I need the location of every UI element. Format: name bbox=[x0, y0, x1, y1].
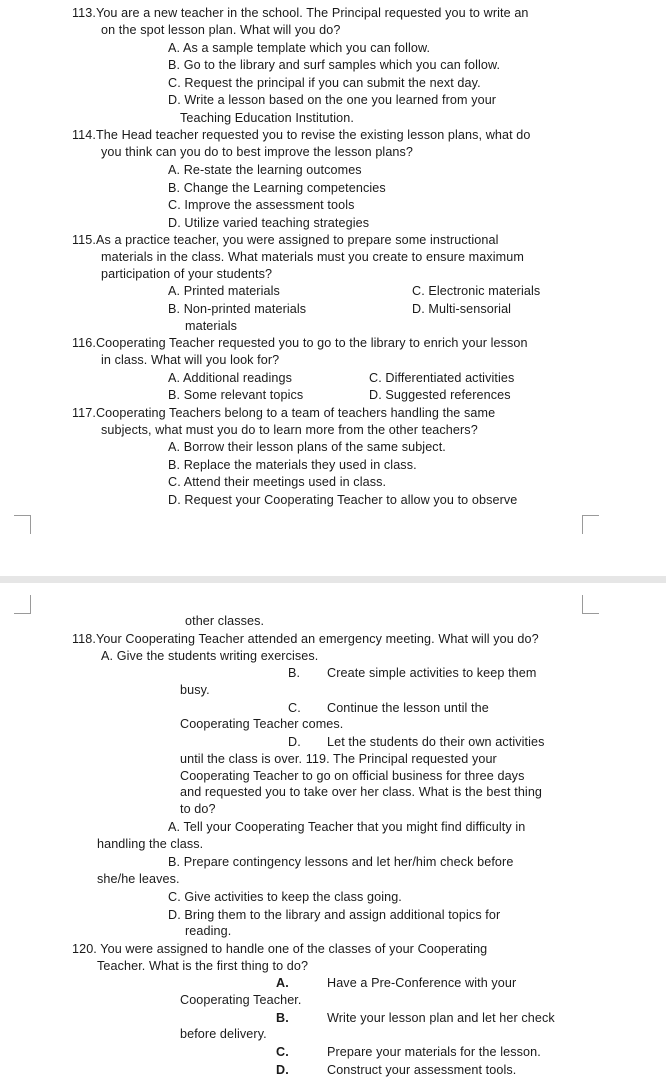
question-stem: on the spot lesson plan. What will you do? bbox=[101, 23, 341, 37]
option-b-continued: materials bbox=[185, 319, 237, 333]
option-a: A. Re-state the learning outcomes bbox=[168, 163, 362, 177]
option-a-continued: handling the class. bbox=[97, 837, 204, 851]
option-d-continued: Teaching Education Institution. bbox=[180, 111, 354, 125]
question-stem: in class. What will you look for? bbox=[101, 353, 280, 367]
option-c-continued: Cooperating Teacher comes. bbox=[180, 717, 344, 731]
option-d: D. Suggested references bbox=[369, 388, 511, 402]
option-b-continued: busy. bbox=[180, 683, 210, 697]
option-b: Create simple activities to keep them bbox=[327, 666, 537, 680]
option-d: D. Multi-sensorial bbox=[412, 302, 512, 316]
option-a: A. Give the students writing exercises. bbox=[101, 649, 319, 663]
option-a: A. Borrow their lesson plans of the same subject. bbox=[168, 440, 446, 454]
option-c-letter: C. bbox=[288, 701, 301, 715]
option-d: D. Request your Cooperating Teacher to allow you to observe bbox=[168, 493, 518, 507]
option-d-continued: until the class is over. 119. The Principal requested your bbox=[180, 752, 497, 766]
question-stem: 114.The Head teacher requested you to revise the existing lesson plans, what do bbox=[72, 128, 531, 142]
option-c: C. Attend their meetings used in class. bbox=[168, 475, 387, 489]
question-stem: 120. You were assigned to handle one of the classes of your Cooperating bbox=[72, 942, 488, 956]
option-b-letter: B. bbox=[276, 1011, 289, 1025]
option-c: C. Give activities to keep the class going. bbox=[168, 890, 402, 904]
option-b: B. Go to the library and surf samples which you can follow. bbox=[168, 58, 501, 72]
question-stem: Teacher. What is the first thing to do? bbox=[97, 959, 309, 973]
question-stem: materials in the class. What materials must you create to ensure maximum bbox=[101, 250, 524, 264]
option-a-letter: A. bbox=[276, 976, 289, 990]
crop-mark-bottom-left bbox=[14, 595, 31, 614]
option-a: A. Additional readings bbox=[168, 371, 293, 385]
option-d-continued: Cooperating Teacher to go on official business for three days bbox=[180, 769, 525, 783]
option-b: B. Replace the materials they used in class. bbox=[168, 458, 417, 472]
question-stem: 113.You are a new teacher in the school. The Principal requested you to write an bbox=[72, 6, 529, 20]
crop-mark-top-right bbox=[582, 515, 599, 534]
question-stem: 116.Cooperating Teacher requested you to go to the library to enrich your lesson bbox=[72, 336, 528, 350]
option-d: D. Bring them to the library and assign additional topics for bbox=[168, 908, 501, 922]
option-b-letter: B. bbox=[288, 666, 301, 680]
option-c: C. Request the principal if you can submit the next day. bbox=[168, 76, 481, 90]
option-d-letter: D. bbox=[276, 1063, 289, 1077]
question-stem: 115.As a practice teacher, you were assigned to prepare some instructional bbox=[72, 233, 499, 247]
option-b: B. Non-printed materials bbox=[168, 302, 307, 316]
question-stem: participation of your students? bbox=[101, 267, 273, 281]
option-a-continued: Cooperating Teacher. bbox=[180, 993, 302, 1007]
option-b: Write your lesson plan and let her check bbox=[327, 1011, 555, 1025]
option-b: B. Prepare contingency lessons and let her/him check before bbox=[168, 855, 514, 869]
question-stem: you think can you do to best improve the lesson plans? bbox=[101, 145, 414, 159]
option-b: B. Change the Learning competencies bbox=[168, 181, 386, 195]
option-b-continued: she/he leaves. bbox=[97, 872, 180, 886]
option-d: Construct your assessment tools. bbox=[327, 1063, 517, 1077]
option-a: A. As a sample template which you can follow. bbox=[168, 41, 431, 55]
crop-mark-top-left bbox=[14, 515, 31, 534]
option-d-continued: other classes. bbox=[185, 614, 265, 628]
option-d-continued: reading. bbox=[185, 924, 232, 938]
option-c-letter: C. bbox=[276, 1045, 289, 1059]
option-c: C. Differentiated activities bbox=[369, 371, 515, 385]
option-d: D. Write a lesson based on the one you learned from your bbox=[168, 93, 497, 107]
page-break bbox=[0, 576, 666, 583]
option-c: C. Improve the assessment tools bbox=[168, 198, 355, 212]
option-d: D. Utilize varied teaching strategies bbox=[168, 216, 370, 230]
option-c: Prepare your materials for the lesson. bbox=[327, 1045, 541, 1059]
option-d-continued: to do? bbox=[180, 802, 216, 816]
question-stem: 117.Cooperating Teachers belong to a team of teachers handling the same bbox=[72, 406, 496, 420]
option-b-continued: before delivery. bbox=[180, 1027, 267, 1041]
option-a: A. Printed materials bbox=[168, 284, 280, 298]
option-d-continued: and requested you to take over her class. What is the best thing bbox=[180, 785, 543, 799]
option-d: Let the students do their own activities bbox=[327, 735, 545, 749]
option-c: C. Electronic materials bbox=[412, 284, 541, 298]
crop-mark-bottom-right bbox=[582, 595, 599, 614]
option-d-letter: D. bbox=[288, 735, 301, 749]
option-a: A. Tell your Cooperating Teacher that you might find difficulty in bbox=[168, 820, 526, 834]
question-stem: subjects, what must you do to learn more from the other teachers? bbox=[101, 423, 478, 437]
question-stem: 118.Your Cooperating Teacher attended an emergency meeting. What will you do? bbox=[72, 632, 539, 646]
option-a: Have a Pre-Conference with your bbox=[327, 976, 517, 990]
option-b: B. Some relevant topics bbox=[168, 388, 304, 402]
option-c: Continue the lesson until the bbox=[327, 701, 489, 715]
